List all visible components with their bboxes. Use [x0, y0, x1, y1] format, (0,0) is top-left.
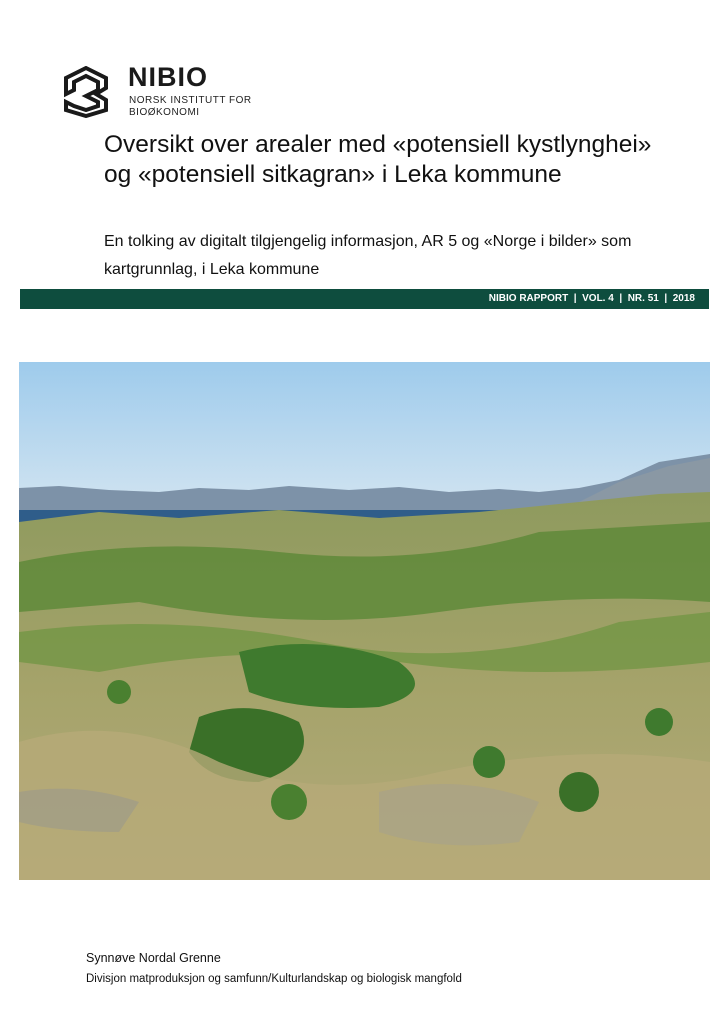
logo-subtitle-line2: BIOØKONOMI — [129, 107, 200, 118]
report-title: Oversikt over arealer med «potensiell kystlynghei» og «potensiell sitkagran» i Leka kommune — [104, 131, 652, 188]
shrub — [559, 772, 599, 812]
shrub — [645, 708, 673, 736]
nibio-logo — [62, 64, 262, 124]
cover-photo — [19, 362, 710, 880]
shrub — [107, 680, 131, 704]
shrub — [473, 746, 505, 778]
logo-subtitle — [129, 95, 269, 119]
author-name: Synnøve Nordal Grenne — [86, 951, 221, 965]
series-band — [20, 289, 709, 309]
series-line: NIBIO RAPPORT | VOL. 4 | NR. 51 | 2018 — [488, 293, 695, 304]
division-name: Divisjon matproduksjon og samfunn/Kulturlandskap og biologisk mangfold — [86, 973, 462, 985]
report-subtitle: En tolking av digitalt tilgjengelig informasjon, AR 5 og «Norge i bilder» som kartgrunnlag, i Leka kommune — [104, 233, 632, 278]
landscape-illustration — [19, 362, 710, 880]
nibio-logo-icon — [62, 66, 110, 118]
logo-subtitle-line1: NORSK INSTITUTT FOR — [129, 95, 252, 106]
shrub — [271, 784, 307, 820]
logo-name: NIBIO — [128, 62, 209, 92]
